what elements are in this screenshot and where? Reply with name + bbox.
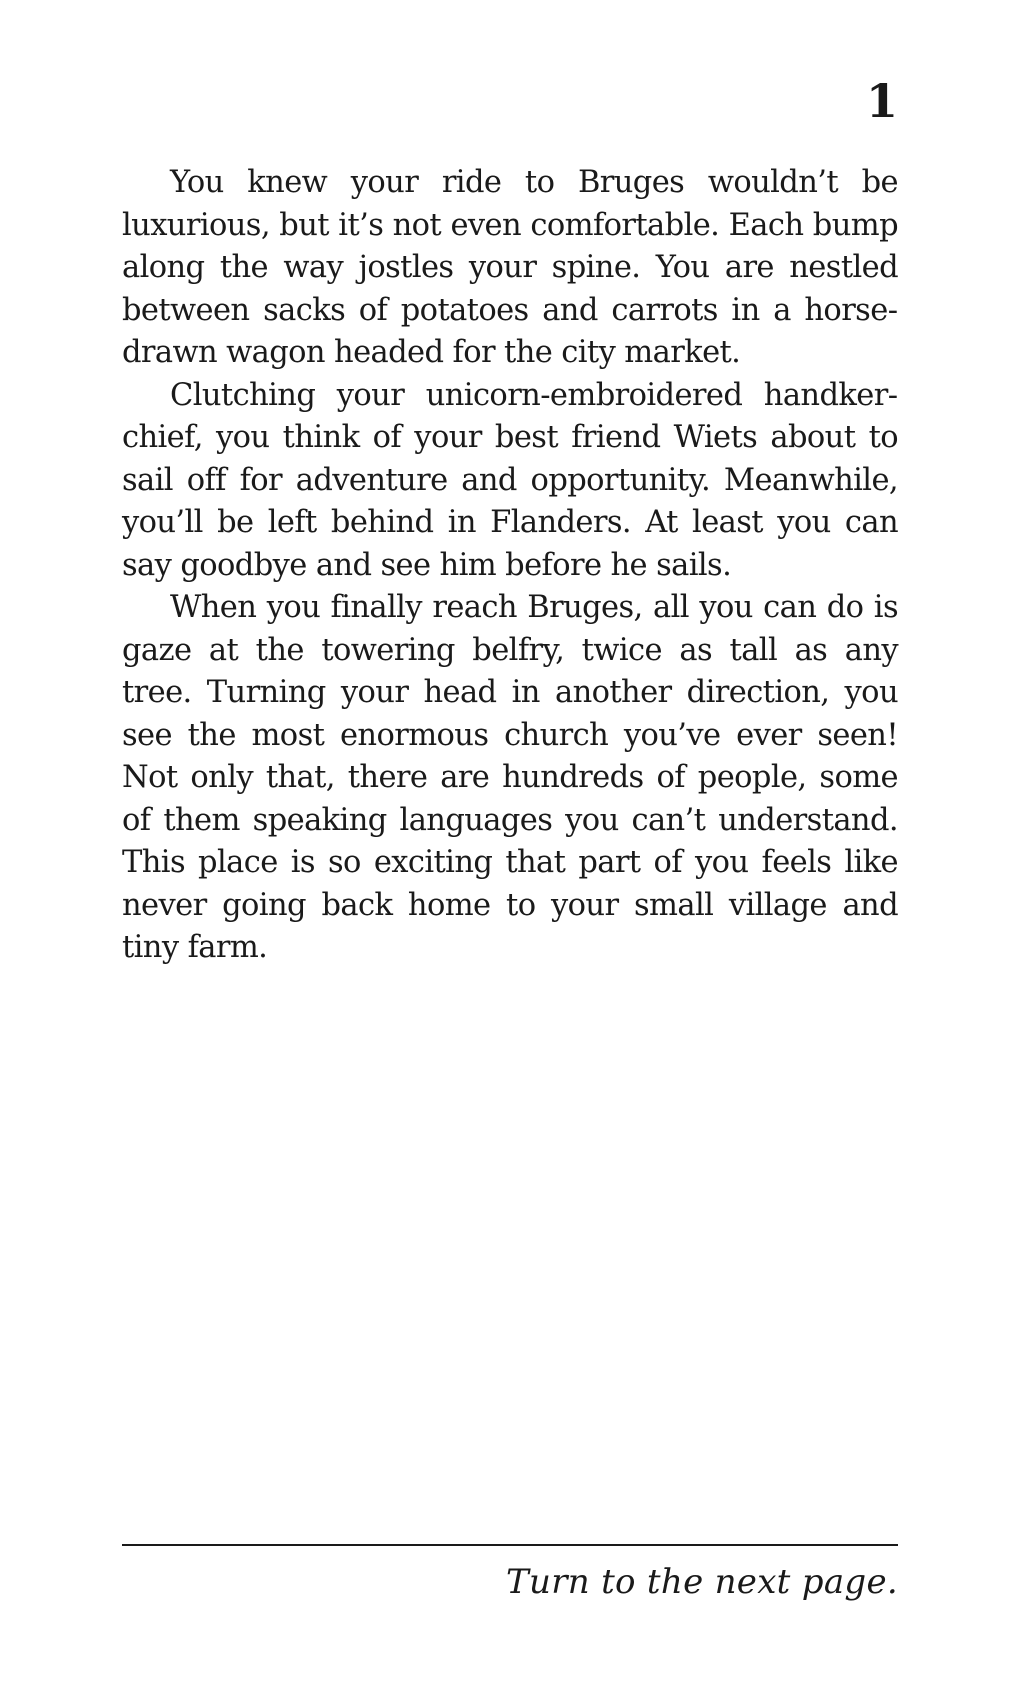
paragraph: When you finally reach Bruges, all you can do is gaze at the towering belfry, twice as tall as any tree. Turning your head in another direction, you see the most enormous church you’ve ever seen! Not only that, there are hundreds of people, some of them speaking languages you can’t understand. This place is so exciting that part of you feels like never going back home to your small village and tiny farm. — [122, 590, 898, 965]
footer-divider — [122, 1544, 898, 1546]
story-text — [122, 162, 898, 970]
turn-page-instruction: Turn to the next page. — [506, 1562, 898, 1602]
paragraph: You knew your ride to Bruges wouldn’t be luxurious, but it’s not even comfortable. Each bump along the way jostles your spine. You are nestled between sacks of potatoes and carrots in a horsedrawn wagon headed for the city market. — [122, 165, 898, 370]
page-number: 1 — [865, 74, 898, 128]
paragraph: Clutching your unicorn-embroidered handkerchief, you think of your best friend Wiets about to sail off for adventure and opportunity. Meanwhile, you’ll be left behind in Flanders. At least you can say goodbye and see him before he sails. — [122, 377, 898, 583]
